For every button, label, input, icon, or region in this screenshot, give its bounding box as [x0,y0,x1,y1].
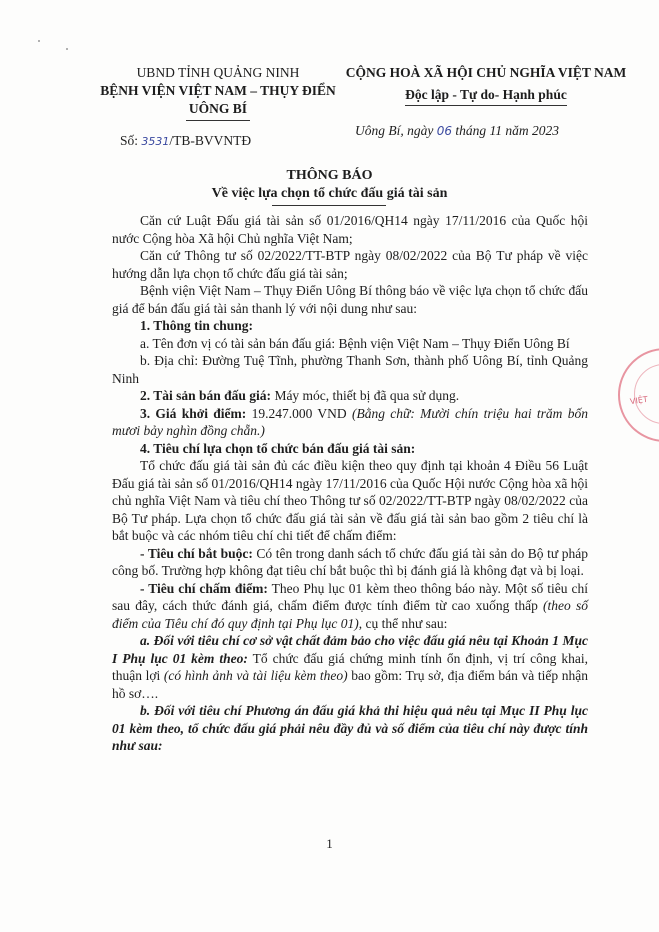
criteria-a-text: Tổ chức đấu giá chứng minh tính ổn định, vị trí công khai, thuận lợi [112,650,588,683]
scan-speck [38,40,40,42]
criteria-mandatory-text: Có tên trong danh sách tổ chức đấu giá tài sản do Bộ tư pháp công bố. Trường hợp không đạt tiêu chí bắt buộc thì bị đánh giá là không đạt và bị loại. [112,545,589,578]
issuing-organization [98,64,338,118]
org-underline [186,120,250,121]
paragraph-legal-basis-2: Căn cứ Thông tư số 02/2022/TT-BTP ngày 08/02/2022 của Bộ Tư pháp về việc hướng dẫn lựa chọn tổ chức đấu giá tài sản; [112,248,588,281]
stamp-text: VIỆT [629,394,649,407]
section-1a: a. Tên đơn vị có tài sản bán đấu giá: Bệnh viện Việt Nam – Thụy Điển Uông Bí [140,335,570,351]
criteria-scoring-label: - Tiêu chí chấm điểm: [140,580,268,596]
document-number [120,133,251,149]
criteria-a-label: a. Đối với tiêu chí cơ sở vật chất đảm bảo cho việc đấu giá nêu tại Khoản 1 Mục I Phụ lục 01 kèm theo: [112,633,588,666]
country-name: CỘNG HOÀ XÃ HỘI CHỦ NGHĨA VIỆT NAM [345,65,627,80]
document-subtitle: Về việc lựa chọn tổ chức đấu giá tài sản [211,186,448,201]
criteria-b: b. Đối với tiêu chí Phương án đấu giá khả thi hiệu quả nêu tại Mục II Phụ lục 01 kèm theo, tổ chức đấu giá phải nêu đầy đủ và số điểm của tiêu chí này được tính như sau: [112,703,588,753]
national-heading [326,64,646,106]
criteria-mandatory [112,545,588,580]
section-3-price: 19.247.000 VND [246,405,352,421]
document-body [112,212,588,755]
document-date [355,123,559,139]
section-3 [112,405,588,440]
criteria-scoring-note: (theo số điểm của Tiêu chí đó quy định tại Phụ lục 01) [112,598,588,631]
section-3-in-words: (Bằng chữ: Mười chín triệu hai trăm bốn mươi bảy nghìn đồng chẵn.) [112,405,588,438]
page-number: 1 [326,836,333,851]
section-1-heading: 1. Thông tin chung: [140,318,254,333]
section-1b: b. Địa chỉ: Đường Tuệ Tĩnh, phường Thanh Sơn, thành phố Uông Bí, tỉnh Quảng Ninh [112,353,588,386]
date-prefix: Uông Bí, ngày [355,123,434,138]
date-day-handwritten: 06 [436,124,453,138]
doc-number-handwritten: 3531 [141,135,170,148]
org-line-3: UÔNG BÍ [188,101,248,116]
criteria-a-note: (có hình ảnh và tài liệu kèm theo) [163,668,348,683]
section-2 [112,387,588,405]
paragraph-legal-basis-1: Căn cứ Luật Đấu giá tài sản số 01/2016/QH14 ngày 17/11/2016 của Quốc hội nước Cộng hòa Xã hội Chủ nghĩa Việt Nam; [112,213,588,246]
date-suffix: tháng 11 năm 2023 [455,123,560,138]
section-4-text: Tổ chức đấu giá tài sản đủ các điều kiện theo quy định tại khoản 4 Điều 56 Luật Đấu giá tài sản số 01/2016/QH14 ngày 17/11/2016 của Quốc Hội nước Cộng hòa xã hội chủ nghĩa Việt Nam và tiêu chí theo Thông tư số 02/2022/TT-BTP ngày 08/02/2022 của Bộ Tư pháp. Lựa chọn tổ chức đấu giá tài sản về đấu giá tài sản bao gồm 2 tiêu chí là bắt buộc và các nhóm tiêu chí chi tiết để chấm điểm: [112,458,588,543]
doc-number-suffix: /TB-BVVNTĐ [169,133,252,148]
scan-speck [66,48,68,50]
title-underline [272,205,386,206]
document-title: THÔNG BÁO [286,168,373,183]
section-2-text: Máy móc, thiết bị đã qua sử dụng. [271,388,460,403]
section-3-label: 3. Giá khởi điểm: [140,405,247,421]
criteria-scoring [112,580,588,633]
criteria-a-text-end: bao gồm: Trụ sở, địa điểm bán và tiếp nhận hồ sơ…. [112,668,588,701]
paragraph-announcement: Bệnh viện Việt Nam – Thụy Điển Uông Bí thông báo về việc lựa chọn tổ chức đấu giá để bán đấu giá tài sản thanh lý với nội dung như sau: [112,283,588,316]
criteria-mandatory-label: - Tiêu chí bắt buộc: [140,545,253,561]
national-motto: Độc lập - Tự do- Hạnh phúc [405,86,567,106]
section-2-label: 2. Tài sản bán đấu giá: [140,388,272,403]
criteria-scoring-text: Theo Phụ lục 01 kèm theo thông báo này. Một số tiêu chí sau đây, cách thức đánh giá, chấm điểm được tính điểm từ cao xuống thấp [112,580,588,613]
section-4-heading: 4. Tiêu chí lựa chọn tổ chức bán đấu giá tài sản: [140,440,416,456]
criteria-a [112,632,588,702]
org-line-2: BỆNH VIỆN VIỆT NAM – THỤY ĐIỂN [100,83,336,98]
doc-number-prefix: Số: [120,133,139,148]
criteria-scoring-text-end: , cụ thể như sau: [358,615,448,631]
org-line-1: UBND TỈNH QUẢNG NINH [136,65,300,80]
